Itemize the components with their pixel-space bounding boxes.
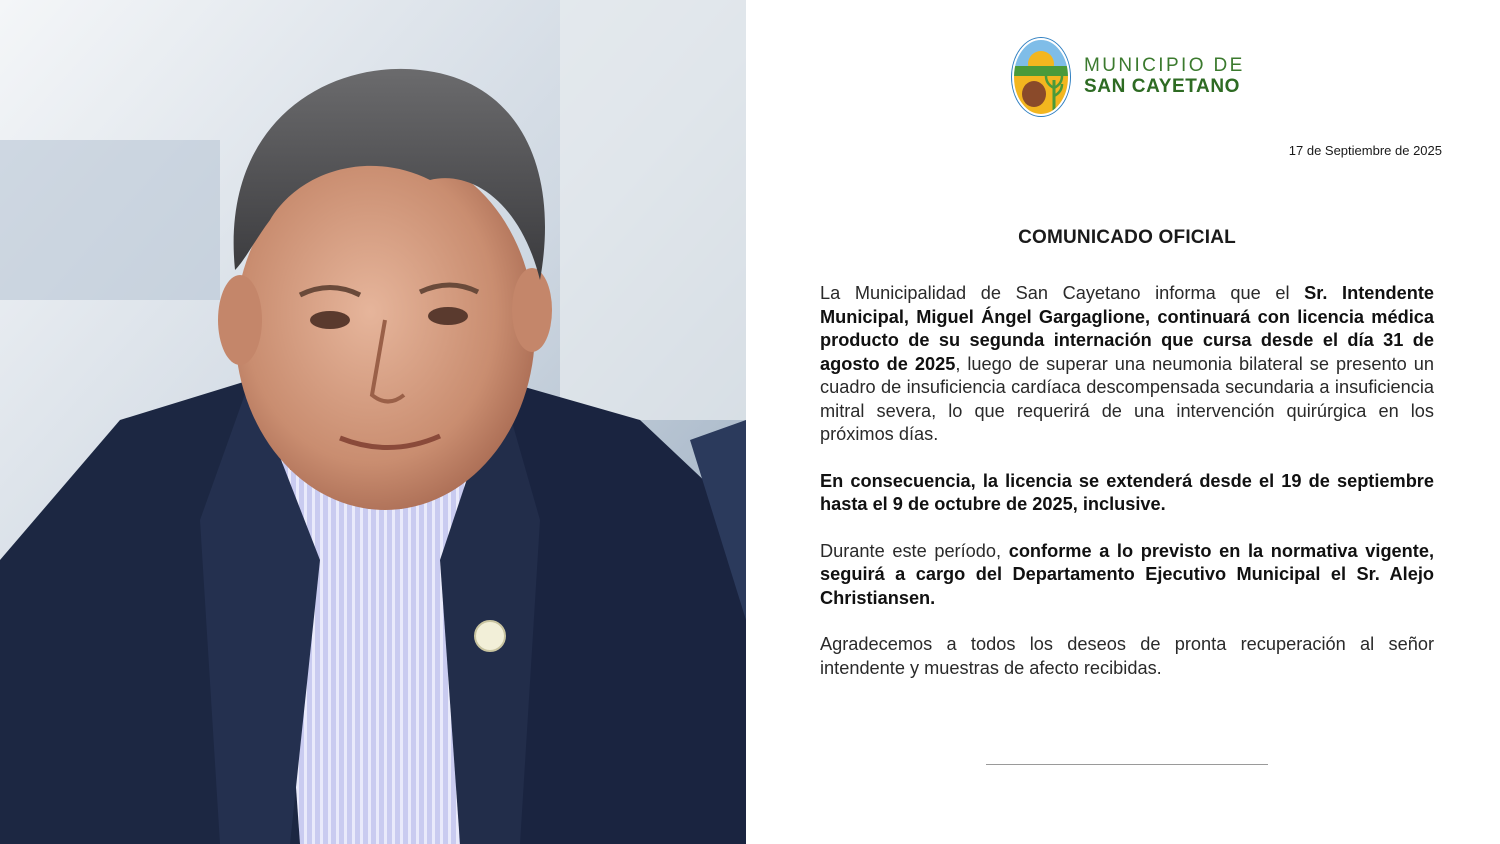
- paragraph-thanks: [820, 633, 1434, 680]
- logo-line-municipio: MUNICIPIO DE: [1084, 55, 1245, 77]
- communique-body: [820, 282, 1434, 703]
- official-photo: [0, 0, 746, 844]
- san-cayetano-emblem-icon: [1010, 36, 1072, 118]
- paragraph-1-rest: , luego de superar una neumonia bilateral se presento un cuadro de insuficiencia cardíaca descompensada secundaria a insuficiencia mitral severa, lo que requerirá de una intervención quirúrgica en los próximos días.: [820, 353, 1434, 444]
- logo-line-san-cayetano: SAN CAYETANO: [1084, 76, 1241, 97]
- paragraph-4-text: Agradecemos a todos los deseos de pronta recuperación al señor intendente y muestras de afecto recibidas.: [820, 634, 1434, 678]
- communique-heading: COMUNICADO OFICIAL: [1018, 227, 1236, 248]
- paragraph-interim-charge: [820, 540, 1434, 611]
- paragraph-3-intro: Durante este período,: [820, 540, 1009, 561]
- paragraph-leave-dates: [820, 470, 1434, 517]
- communique-panel: [746, 0, 1500, 844]
- communique-date: 17 de Septiembre de 2025: [1288, 143, 1442, 158]
- signature-divider: [986, 764, 1268, 765]
- paragraph-1-intro: La Municipalidad de San Cayetano informa que el: [820, 283, 1305, 303]
- paragraph-1-bold: Sr. Intendente Municipal, Miguel Ángel Gargaglione, continuará con licencia médica producto de su segunda internación que cursa desde el día 31 de agosto de 2025: [820, 283, 1435, 374]
- portrait-illustration: [0, 0, 746, 844]
- paragraph-3-bold: conforme a lo previsto en la normativa vigente, seguirá a cargo del Departamento Ejecutivo Municipal el Sr. Alejo Christiansen.: [820, 540, 1435, 608]
- municipality-logo: [1010, 36, 1245, 118]
- paragraph-leave-extension: [820, 282, 1434, 447]
- paragraph-2-bold: En consecuencia, la licencia se extenderá desde el 19 de septiembre hasta el 9 de octubre de 2025, inclusive.: [820, 470, 1434, 514]
